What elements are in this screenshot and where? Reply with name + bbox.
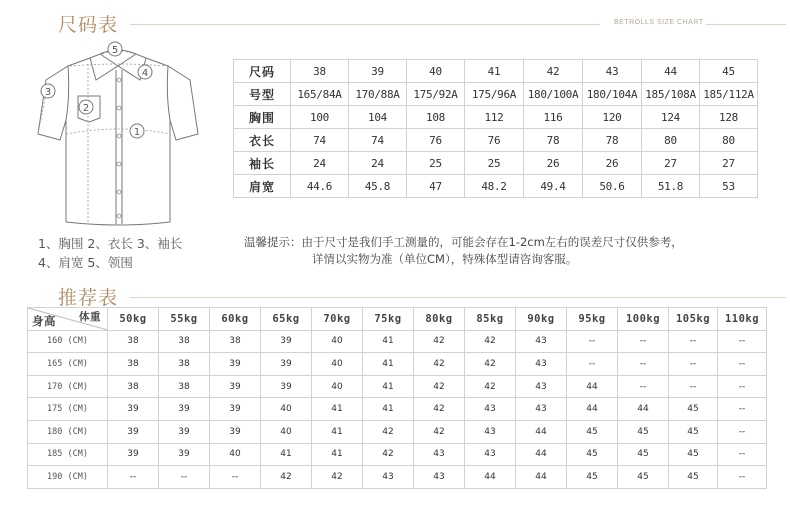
recommended-size-cell: 45	[567, 466, 618, 489]
size-row-label: 号型	[234, 83, 291, 106]
size-cell: 25	[407, 152, 465, 175]
recommendation-row	[28, 420, 767, 443]
size-cell: 42	[524, 60, 583, 83]
size-cell: 78	[583, 129, 642, 152]
recommended-size-cell: 41	[261, 443, 312, 466]
diagram-legend	[38, 234, 182, 272]
recommended-size-cell: 45	[618, 466, 669, 489]
recommended-size-cell: 43	[414, 466, 465, 489]
recommended-size-cell: 42	[414, 353, 465, 376]
size-cell: 41	[465, 60, 524, 83]
recommended-size-cell: --	[567, 330, 618, 353]
recommended-size-cell: 43	[363, 466, 414, 489]
size-cell: 180/104A	[583, 83, 642, 106]
recommended-size-cell: 45	[618, 420, 669, 443]
size-cell: 124	[642, 106, 700, 129]
recommended-size-cell: 40	[261, 398, 312, 421]
size-cell: 80	[700, 129, 758, 152]
recommended-size-cell: --	[618, 353, 669, 376]
recommended-size-cell: 43	[516, 375, 567, 398]
recommended-size-cell: 40	[312, 375, 363, 398]
size-cell: 180/100A	[524, 83, 583, 106]
size-cell: 43	[583, 60, 642, 83]
size-cell: 25	[465, 152, 524, 175]
weight-header-cell: 95kg	[567, 308, 618, 331]
recommended-size-cell: 39	[210, 353, 261, 376]
size-chart-divider-right	[706, 24, 786, 25]
recommended-size-cell: 43	[516, 398, 567, 421]
corner-weight-label: 体重	[79, 311, 101, 323]
marker-1-label: 1	[133, 127, 141, 138]
size-chart-watermark: BETROLLS SIZE CHART	[614, 19, 704, 26]
recommended-size-cell: 45	[618, 443, 669, 466]
size-cell: 120	[583, 106, 642, 129]
recommended-size-cell: --	[108, 466, 159, 489]
size-cell: 24	[291, 152, 349, 175]
size-cell: 170/88A	[349, 83, 407, 106]
recommended-size-cell: --	[669, 330, 718, 353]
size-cell: 74	[291, 129, 349, 152]
size-cell: 39	[349, 60, 407, 83]
weight-header-cell: 50kg	[108, 308, 159, 331]
recommended-size-cell: 39	[159, 398, 210, 421]
recommended-size-cell: 39	[210, 398, 261, 421]
height-label-cell: 190 (CM)	[28, 466, 108, 489]
table-corner-cell	[28, 308, 108, 331]
size-row-label: 袖长	[234, 152, 291, 175]
weight-header-cell: 55kg	[159, 308, 210, 331]
size-cell: 175/96A	[465, 83, 524, 106]
size-table-row	[234, 60, 758, 83]
recommended-size-cell: 39	[210, 420, 261, 443]
size-cell: 74	[349, 129, 407, 152]
recommended-size-cell: 39	[108, 398, 159, 421]
recommended-size-cell: 41	[363, 330, 414, 353]
size-cell: 50.6	[583, 175, 642, 198]
legend-line-1: 1、胸围 2、衣长 3、袖长	[38, 236, 183, 251]
marker-3-label: 3	[44, 87, 52, 98]
recommended-size-cell: 38	[108, 375, 159, 398]
recommendation-row	[28, 466, 767, 489]
recommended-size-cell: 42	[414, 330, 465, 353]
note-line-1: 温馨提示：由于尺寸是我们手工测量的，可能会存在1-2cm左右的误差尺寸仅供参考，	[244, 235, 683, 249]
size-cell: 44.6	[291, 175, 349, 198]
weight-header-cell: 75kg	[363, 308, 414, 331]
height-label-cell: 170 (CM)	[28, 375, 108, 398]
recommended-size-cell: 44	[567, 398, 618, 421]
recommended-size-cell: 39	[159, 443, 210, 466]
recommended-size-cell: --	[618, 330, 669, 353]
recommended-size-cell: --	[210, 466, 261, 489]
recommended-size-cell: --	[567, 353, 618, 376]
corner-height-label: 身高	[32, 313, 56, 328]
size-chart-divider	[130, 24, 600, 25]
size-cell: 48.2	[465, 175, 524, 198]
recommended-size-cell: 44	[516, 443, 567, 466]
size-cell: 116	[524, 106, 583, 129]
size-cell: 24	[349, 152, 407, 175]
measurement-note	[244, 234, 683, 268]
recommended-size-cell: 41	[363, 398, 414, 421]
height-label-cell: 160 (CM)	[28, 330, 108, 353]
recommended-size-cell: 38	[159, 330, 210, 353]
height-label-cell: 165 (CM)	[28, 353, 108, 376]
recommended-size-cell: 38	[210, 330, 261, 353]
weight-header-cell: 105kg	[669, 308, 718, 331]
recommended-size-cell: --	[718, 353, 767, 376]
recommended-size-cell: 45	[669, 420, 718, 443]
recommended-size-cell: --	[718, 375, 767, 398]
recommended-size-cell: --	[718, 443, 767, 466]
recommendation-row	[28, 398, 767, 421]
recommended-size-cell: 39	[159, 420, 210, 443]
recommended-size-cell: 42	[414, 398, 465, 421]
size-cell: 165/84A	[291, 83, 349, 106]
recommended-size-cell: --	[718, 466, 767, 489]
recommended-size-cell: 43	[414, 443, 465, 466]
size-cell: 27	[642, 152, 700, 175]
size-cell: 104	[349, 106, 407, 129]
recommended-size-cell: 44	[465, 466, 516, 489]
size-cell: 40	[407, 60, 465, 83]
recommended-size-cell: 39	[261, 330, 312, 353]
recommended-size-cell: 45	[567, 443, 618, 466]
recommended-size-cell: --	[669, 353, 718, 376]
recommended-size-cell: 42	[414, 375, 465, 398]
weight-header-cell: 80kg	[414, 308, 465, 331]
recommended-size-cell: --	[618, 375, 669, 398]
recommended-size-cell: 42	[312, 466, 363, 489]
size-table-row	[234, 152, 758, 175]
note-line-2: 详情以实物为准（单位CM），特殊体型请咨询客服。	[312, 252, 578, 266]
size-row-label: 尺码	[234, 60, 291, 83]
recommended-size-cell: 41	[312, 398, 363, 421]
recommendation-row	[28, 443, 767, 466]
recommended-size-cell: 44	[567, 375, 618, 398]
recommended-size-cell: 41	[312, 420, 363, 443]
size-cell: 78	[524, 129, 583, 152]
size-cell: 76	[465, 129, 524, 152]
recommended-size-cell: --	[718, 420, 767, 443]
recommended-size-cell: 42	[414, 420, 465, 443]
recommended-size-cell: 45	[567, 420, 618, 443]
size-table-row	[234, 129, 758, 152]
weight-header-cell: 110kg	[718, 308, 767, 331]
weight-header-cell: 85kg	[465, 308, 516, 331]
recommended-size-cell: 44	[516, 420, 567, 443]
recommended-size-cell: 42	[465, 375, 516, 398]
size-cell: 26	[583, 152, 642, 175]
weight-header-cell: 100kg	[618, 308, 669, 331]
size-row-label: 胸围	[234, 106, 291, 129]
size-cell: 76	[407, 129, 465, 152]
recommended-size-cell: 45	[669, 443, 718, 466]
recommended-size-cell: --	[159, 466, 210, 489]
recommended-size-cell: 38	[159, 375, 210, 398]
marker-2-icon	[79, 100, 93, 114]
recommended-size-cell: 41	[312, 443, 363, 466]
height-label-cell: 180 (CM)	[28, 420, 108, 443]
height-label-cell: 175 (CM)	[28, 398, 108, 421]
marker-3-icon	[41, 84, 55, 98]
size-cell: 47	[407, 175, 465, 198]
legend-line-2: 4、肩宽 5、领围	[38, 255, 133, 270]
recommended-size-cell: 40	[210, 443, 261, 466]
weight-header-cell: 65kg	[261, 308, 312, 331]
recommended-size-cell: 39	[261, 375, 312, 398]
recommended-size-cell: 42	[261, 466, 312, 489]
size-cell: 53	[700, 175, 758, 198]
size-cell: 27	[700, 152, 758, 175]
recommended-size-cell: 38	[159, 353, 210, 376]
size-cell: 26	[524, 152, 583, 175]
recommendation-title: 推荐表	[58, 287, 119, 309]
recommended-size-cell: 45	[669, 398, 718, 421]
recommendation-row	[28, 353, 767, 376]
size-cell: 185/112A	[700, 83, 758, 106]
size-row-label: 肩宽	[234, 175, 291, 198]
recommended-size-cell: 39	[108, 443, 159, 466]
size-cell: 49.4	[524, 175, 583, 198]
size-cell: 128	[700, 106, 758, 129]
size-table-row	[234, 83, 758, 106]
recommended-size-cell: 41	[363, 375, 414, 398]
recommended-size-cell: 39	[261, 353, 312, 376]
recommended-size-cell: 44	[516, 466, 567, 489]
weight-header-cell: 90kg	[516, 308, 567, 331]
size-table-row	[234, 175, 758, 198]
size-cell: 44	[642, 60, 700, 83]
size-cell: 175/92A	[407, 83, 465, 106]
recommended-size-cell: 40	[312, 353, 363, 376]
marker-5-icon	[108, 42, 122, 56]
size-table-row	[234, 106, 758, 129]
recommended-size-cell: 40	[261, 420, 312, 443]
marker-4-label: 4	[141, 68, 149, 79]
recommended-size-cell: 43	[465, 398, 516, 421]
size-cell: 80	[642, 129, 700, 152]
marker-5-label: 5	[111, 45, 119, 56]
size-cell: 38	[291, 60, 349, 83]
size-chart-title: 尺码表	[58, 14, 119, 36]
weight-header-row	[28, 308, 767, 331]
recommended-size-cell: 42	[465, 353, 516, 376]
recommended-size-cell: --	[669, 375, 718, 398]
recommended-size-cell: 39	[210, 375, 261, 398]
shirt-diagram	[30, 36, 205, 231]
size-cell: 45	[700, 60, 758, 83]
recommended-size-cell: 44	[618, 398, 669, 421]
recommended-size-cell: 38	[108, 353, 159, 376]
size-cell: 112	[465, 106, 524, 129]
recommended-size-cell: 43	[465, 443, 516, 466]
recommended-size-cell: 45	[669, 466, 718, 489]
marker-2-label: 2	[82, 103, 90, 114]
size-cell: 100	[291, 106, 349, 129]
recommended-size-cell: 42	[363, 443, 414, 466]
recommended-size-cell: --	[718, 398, 767, 421]
recommended-size-cell: 39	[108, 420, 159, 443]
size-cell: 51.8	[642, 175, 700, 198]
size-cell: 108	[407, 106, 465, 129]
size-table	[233, 59, 758, 198]
recommendation-row	[28, 330, 767, 353]
recommendation-table	[27, 307, 767, 489]
recommendation-divider	[130, 297, 786, 298]
size-cell: 45.8	[349, 175, 407, 198]
recommended-size-cell: 38	[108, 330, 159, 353]
marker-4-icon	[138, 65, 152, 79]
recommended-size-cell: 43	[516, 330, 567, 353]
marker-1-icon	[130, 124, 144, 138]
recommended-size-cell: --	[718, 330, 767, 353]
recommended-size-cell: 43	[465, 420, 516, 443]
weight-header-cell: 70kg	[312, 308, 363, 331]
recommended-size-cell: 40	[312, 330, 363, 353]
recommended-size-cell: 42	[465, 330, 516, 353]
recommended-size-cell: 42	[363, 420, 414, 443]
size-row-label: 衣长	[234, 129, 291, 152]
recommendation-row	[28, 375, 767, 398]
weight-header-cell: 60kg	[210, 308, 261, 331]
recommended-size-cell: 41	[363, 353, 414, 376]
height-label-cell: 185 (CM)	[28, 443, 108, 466]
recommended-size-cell: 43	[516, 353, 567, 376]
size-cell: 185/108A	[642, 83, 700, 106]
